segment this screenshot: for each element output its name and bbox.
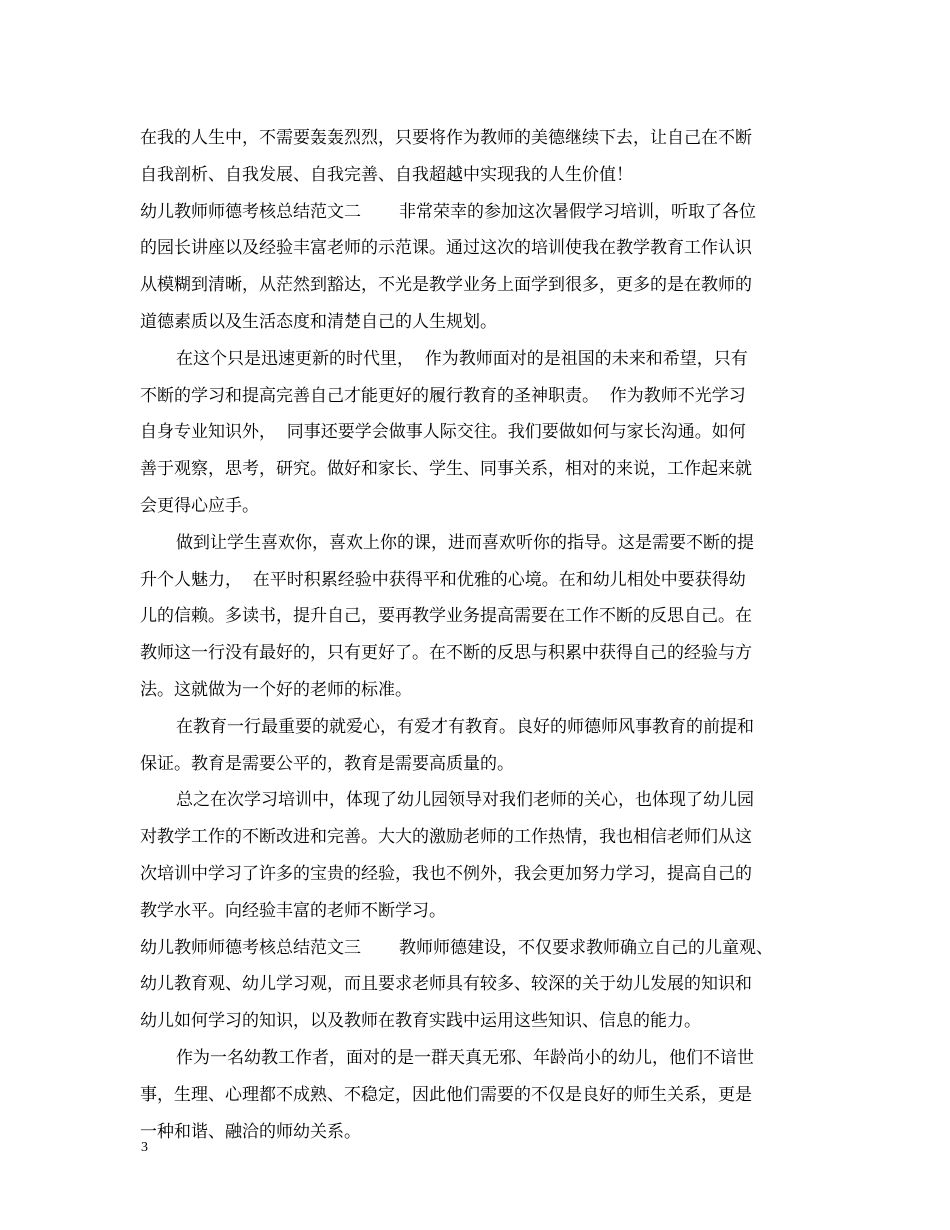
text-line [140, 782, 820, 819]
text-line [140, 157, 820, 194]
line-text: 升个人魅力， 在平时积累经验中获得平和优雅的心境。在和幼儿相处中要获得幼 [140, 569, 746, 590]
text-line [140, 488, 820, 525]
text-line [140, 893, 820, 930]
text-line [140, 1114, 820, 1151]
line-text: 自我剖析、自我发展、自我完善、自我超越中实现我的人生价值！ [140, 164, 633, 185]
text-line [140, 598, 820, 635]
line-text: 次培训中学习了许多的宝贵的经验，我也不例外，我会更加努力学习，提高自己的 [140, 863, 752, 884]
line-text: 道德素质以及生活态度和清楚自己的人生规划。 [140, 311, 497, 332]
text-line [140, 304, 820, 341]
text-line [140, 1077, 820, 1114]
line-text: 保证。教育是需要公平的，教育是需要高质量的。 [140, 753, 514, 774]
line-text: 善于观察，思考，研究。做好和家长、学生、同事关系，相对的来说，工作起来就 [140, 459, 752, 480]
line-text: 教师这一行没有最好的，只有更好了。在不断的反思与积累中获得自己的经验与方 [140, 643, 752, 664]
text-line [140, 856, 820, 893]
text-line [140, 746, 820, 783]
line-text: 幼儿教育观、幼儿学习观，而且要求老师具有较多、较深的关于幼儿发展的知识和 [140, 974, 752, 995]
section-heading: 幼儿教师师德考核总结范文三 [140, 937, 361, 958]
line-text: 一种和谐、融洽的师幼关系。 [140, 1121, 361, 1142]
section-heading-line [140, 930, 820, 967]
line-text: 幼儿如何学习的知识，以及教师在教育实践中运用这些知识、信息的能力。 [140, 1011, 701, 1032]
text-line [140, 414, 820, 451]
text-line [140, 635, 820, 672]
text-line [140, 230, 820, 267]
line-text: 作为一名幼教工作者，面对的是一群天真无邪、年龄尚小的幼儿，他们不谙世 [176, 1047, 754, 1068]
line-text: 做到让学生喜欢你，喜欢上你的课，进而喜欢听你的指导。这是需要不断的提 [176, 532, 754, 553]
line-text: 非常荣幸的参加这次暑假学习培训，听取了各位 [399, 201, 756, 222]
text-line [140, 672, 820, 709]
text-line [140, 451, 820, 488]
line-text: 会更得心应手。 [140, 495, 259, 516]
line-text: 教学水平。向经验丰富的老师不断学习。 [140, 900, 446, 921]
text-line [140, 267, 820, 304]
section-heading-line [140, 194, 820, 231]
text-line [140, 1003, 820, 1040]
text-line [140, 709, 820, 746]
text-line [140, 525, 820, 562]
line-text: 在我的人生中，不需要轰轰烈烈，只要将作为教师的美德继续下去，让自己在不断 [140, 128, 752, 148]
line-text: 在这个只是迅速更新的时代里， 作为教师面对的是祖国的未来和希望，只有 [176, 348, 748, 369]
line-text: 事，生理、心理都不成熟、不稳定，因此他们需要的不仅是良好的师生关系，更是 [140, 1084, 752, 1105]
line-text: 的园长讲座以及经验丰富老师的示范课。通过这次的培训使我在教学教育工作认识 [140, 238, 752, 259]
text-line [140, 341, 820, 378]
text-line [140, 562, 820, 599]
line-text: 在教育一行最重要的就爱心，有爱才有教育。良好的师德师风事教育的前提和 [176, 716, 754, 737]
line-text: 自身专业知识外， 同事还要学会做事人际交往。我们要做如何与家长沟通。如何 [140, 422, 746, 443]
line-text: 从模糊到清晰，从茫然到豁达，不光是教学业务上面学到很多，更多的是在教师的 [140, 275, 752, 296]
section-heading: 幼儿教师师德考核总结范文二 [140, 201, 361, 222]
text-line [140, 120, 820, 157]
line-text: 教师师德建设，不仅要求教师确立自己的儿童观、 [399, 937, 773, 958]
text-line [140, 966, 820, 1003]
line-text: 法。这就做为一个好的老师的标准。 [140, 679, 412, 700]
line-text: 总之在次学习培训中，体现了幼儿园领导对我们老师的关心，也体现了幼儿园 [176, 790, 754, 811]
text-line [140, 1040, 820, 1077]
line-text: 不断的学习和提高完善自己才能更好的履行教育的圣神职责。 作为教师不光学习 [140, 385, 746, 406]
page-number: 3 [141, 1140, 148, 1155]
text-line [140, 819, 820, 856]
line-text: 儿的信赖。多读书，提升自己，要再教学业务提高需要在工作不断的反思自己。在 [140, 606, 752, 627]
document-body [140, 120, 820, 1150]
text-line [140, 378, 820, 415]
line-text: 对教学工作的不断改进和完善。大大的激励老师的工作热情，我也相信老师们从这 [140, 827, 752, 848]
